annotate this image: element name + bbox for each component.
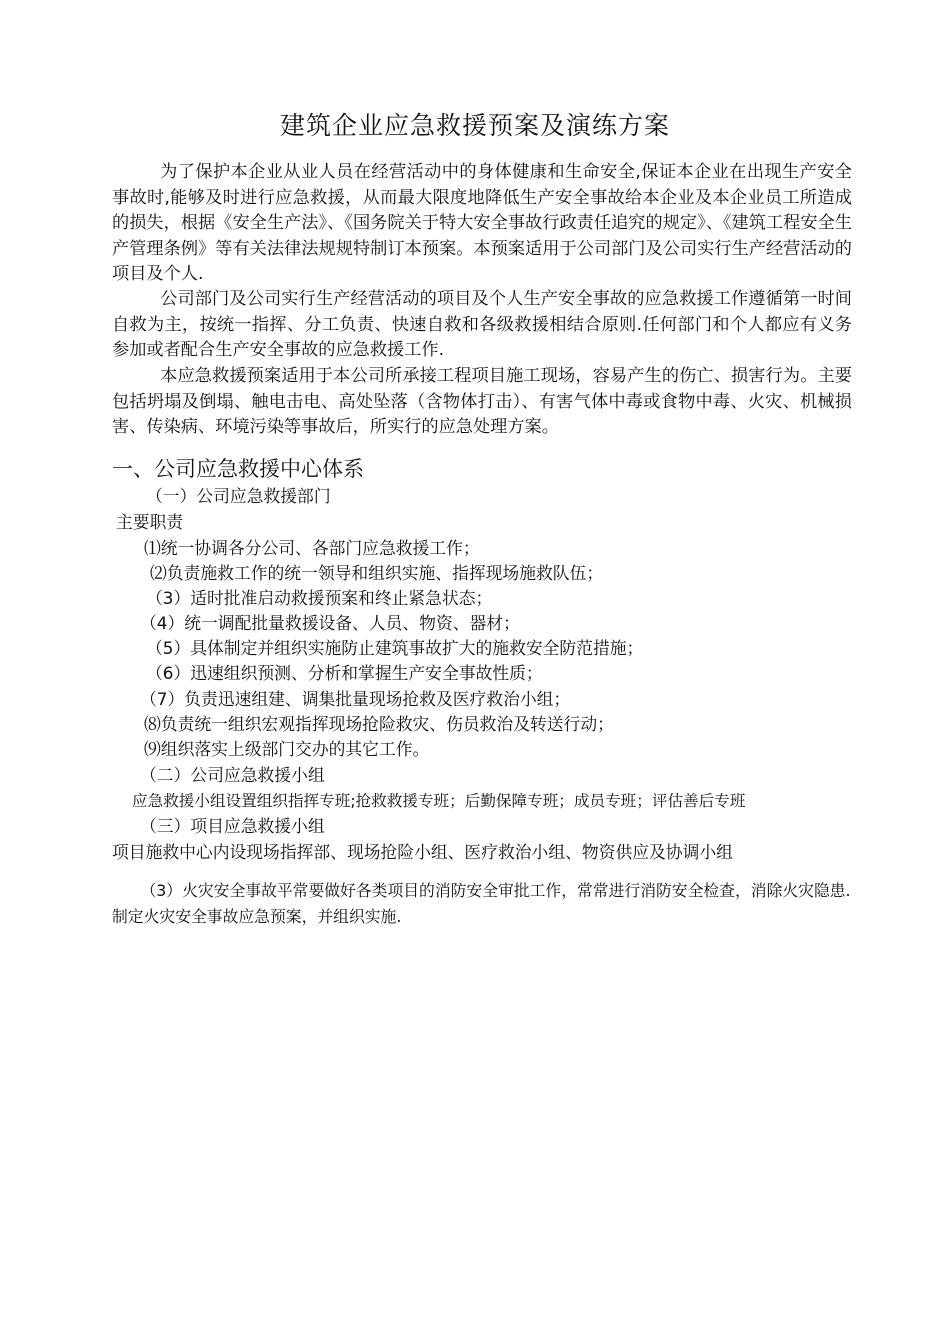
subsection-heading-2: （二）公司应急救援小组 <box>140 765 325 785</box>
duty-item: ⑼组织落实上级部门交办的其它工作。 <box>144 739 430 759</box>
duty-item: ⑵负责施救工作的统一领导和组织实施、指挥现场施救队伍； <box>150 563 604 583</box>
duty-item: （3）适时批准启动救援预案和终止紧急状态； <box>146 588 493 608</box>
duties-label: 主要职责 <box>116 512 184 532</box>
intro-paragraph-2: 公司部门及公司实行生产经营活动的项目及个人生产安全事故的应急救援工作遵循第一时间自救为主，按统一指挥、分工负责、快速自救和各级救援相结合原则.任何部门和个人都应有义务参加或者配合生产安全事故的应急救援工作. <box>112 289 852 360</box>
duty-item: （4）统一调配批量救援设备、人员、物资、器材； <box>140 613 520 633</box>
duty-item: （7）负责迅速组建、调集批量现场抢救及医疗救治小组； <box>140 689 571 709</box>
project-team-text: 项目施救中心内设现场指挥部、现场抢险小组、医疗救治小组、物资供应及协调小组 <box>112 842 733 862</box>
document-title: 建筑企业应急救援预案及演练方案 <box>279 111 670 140</box>
duty-item: ⑴统一协调各分公司、各部门应急救援工作； <box>144 538 480 558</box>
intro-paragraph-1: 为了保护本企业从业人员在经营活动中的身体健康和生命安全,保证本企业在出现生产安全事故时,能够及时进行应急救援，从而最大限度地降低生产安全事故给本企业及本企业员工所造成的损失，根据《安全生产法》、《国务院关于特大安全事故行政责任追究的规定》、《建筑工程安全生产管理条例》等有关法律法规规特制订本预案。本预案适用于公司部门及公司实行生产经营活动的项目及个人. <box>112 162 852 284</box>
subsection-heading-1: （一）公司应急救援部门 <box>146 486 331 506</box>
duty-item: （5）具体制定并组织实施防止建筑事故扩大的施救安全防范措施； <box>146 638 644 658</box>
subsection-heading-3: （三）项目应急救援小组 <box>140 816 325 836</box>
fire-safety-paragraph: （3）火灾安全事故平常要做好各类项目的消防安全审批工作，常常进行消防安全检查，消除火灾隐患.制定火灾安全事故应急预案，并组织实施. <box>112 881 851 926</box>
duty-item: （6）迅速组织预测、分析和掌握生产安全事故性质； <box>146 663 543 683</box>
section-heading: 一、公司应急救援中心体系 <box>112 457 364 481</box>
duty-item: ⑻负责统一组织宏观指挥现场抢险救灾、伤员救治及转送行动； <box>144 714 614 734</box>
rescue-team-text: 应急救援小组设置组织指挥专班;抢救救援专班；后勤保障专班；成员专班；评估善后专班 <box>132 792 746 810</box>
intro-paragraph-3: 本应急救援预案适用于本公司所承接工程项目施工现场，容易产生的伤亡、损害行为。主要包括坍塌及倒塌、触电击电、高处坠落（含物体打击）、有害气体中毒或食物中毒、火灾、机械损害、传染病、环境污染等事故后，所实行的应急处理方案。 <box>112 366 852 437</box>
